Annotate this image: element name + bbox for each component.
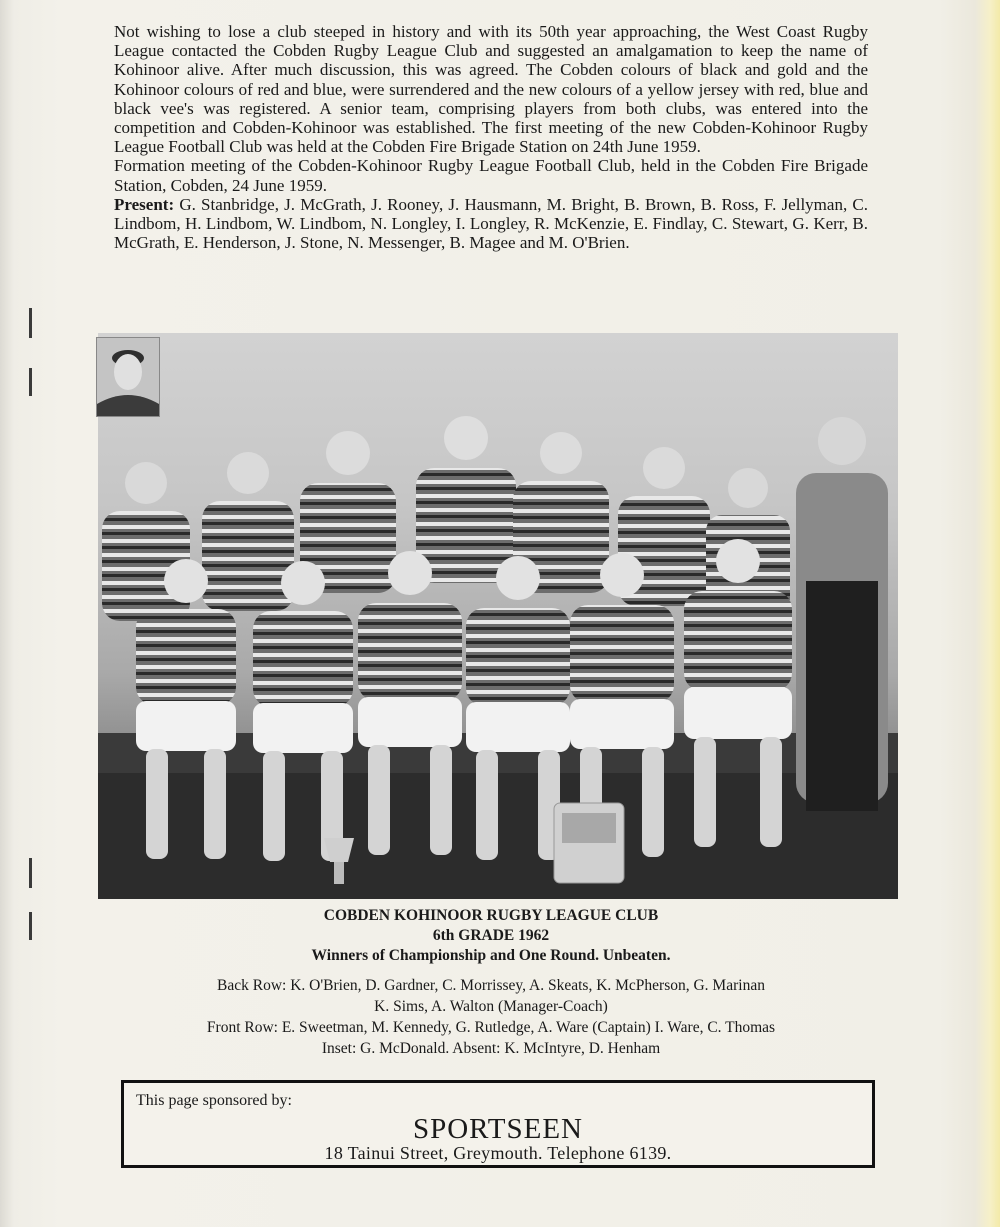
sponsor-address: 18 Tainui Street, Greymouth. Telephone 6139. (324, 1143, 672, 1163)
history-paragraph: Not wishing to lose a club steeped in history and with its 50th year approaching, the West Coast Rugby League contacted the Cobden Rugby League Club and suggested an amalgamation to keep the name of Kohinoor alive. After much discussion, this was agreed. The Cobden colours of black and gold and the Kohinoor colours of red and blue, were surrendered and the new colours of a yellow jersey with red, blue and black vee's was registered. A senior team, comprising players from both clubs, was entered into the competition and Cobden-Kohinoor was established. The first meeting of the new Cobden-Kohinoor Rugby League Football Club was held at the Cobden Fire Brigade Station on 24th June 1959. (114, 22, 868, 157)
caption-back-row-continued: K. Sims, A. Walton (Manager-Coach) (374, 998, 608, 1015)
team-photo (98, 333, 898, 899)
sponsor-name: SPORTSEEN (412, 1113, 583, 1145)
team-photo-illustration (98, 333, 898, 899)
manager-coach-figure (796, 417, 888, 811)
caption-front-row: Front Row: E. Sweetman, M. Kennedy, G. Rutledge, A. Ware (Captain) I. Ware, C. Thomas (206, 1019, 776, 1036)
inset-portrait (96, 337, 160, 417)
formation-meeting-paragraph: Formation meeting of the Cobden-Kohinoor Rugby League Football Club, held in the Cobden Fire Brigade Station, Cobden, 24 June 1959. (114, 156, 868, 195)
caption-grade: 6th GRADE 1962 (432, 927, 550, 944)
binding-mark (29, 308, 32, 338)
caption-back-row: Back Row: K. O'Brien, D. Gardner, C. Morrissey, A. Skeats, K. McPherson, G. Marinan (217, 977, 765, 994)
caption-achievement: Winners of Championship and One Round. Unbeaten. (311, 947, 671, 964)
inset-portrait-illustration (97, 338, 159, 416)
binding-mark (29, 368, 32, 396)
caption-inset-absent: Inset: G. McDonald. Absent: K. McIntyre, D. Henham (321, 1040, 661, 1057)
present-label: Present: (114, 194, 175, 214)
present-names: G. Stanbridge, J. McGrath, J. Rooney, J. Hausmann, M. Bright, B. Brown, B. Ross, F. Jellyman, C. Lindbom, H. Lindbom, W. Lindbom, N. Longley, I. Longley, R. McKenzie, E. Findlay, C. Stewart, G. Kerr, B. McGrath, E. Henderson, J. Stone, N. Messenger, B. Magee and M. O'Brien. (114, 194, 868, 253)
attendees-paragraph (114, 195, 868, 253)
sponsor-label: This page sponsored by: (136, 1092, 292, 1109)
binding-mark (29, 858, 32, 888)
caption-club-name: COBDEN KOHINOOR RUGBY LEAGUE CLUB (323, 907, 659, 924)
sponsor-box (121, 1080, 875, 1168)
history-text (114, 22, 868, 252)
binding-mark (29, 912, 32, 940)
